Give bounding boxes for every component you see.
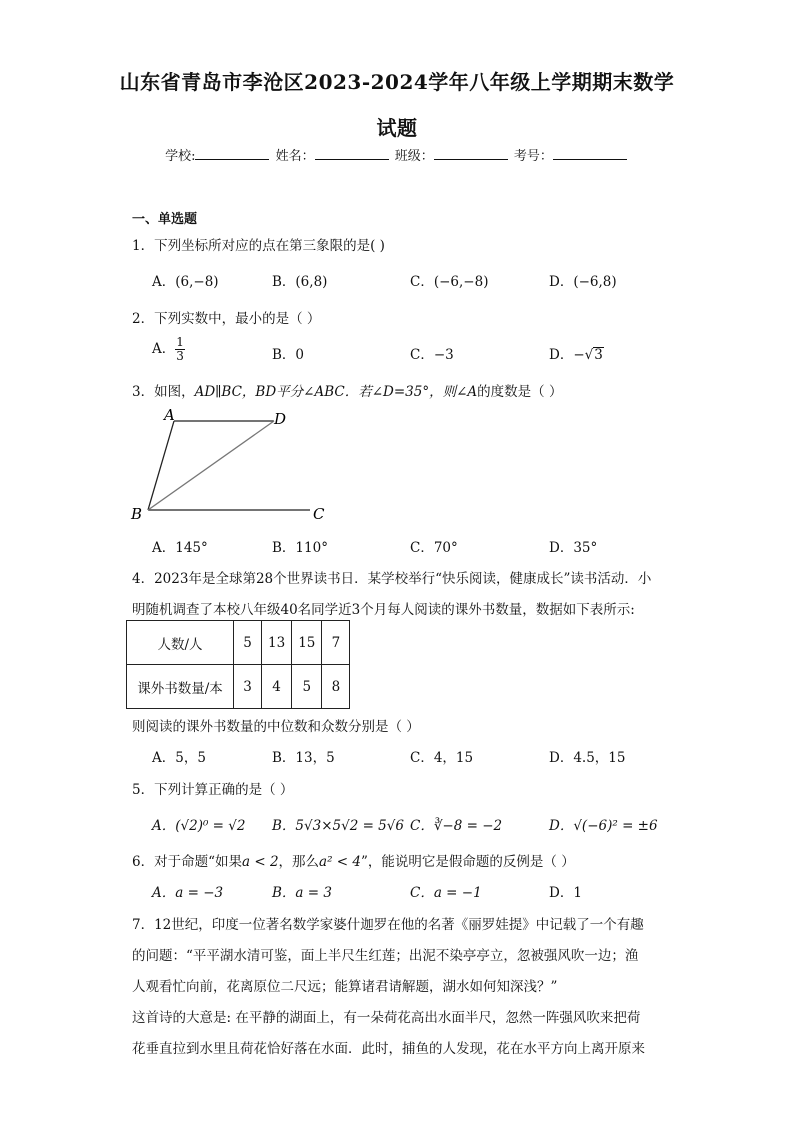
point-b-label: B <box>131 505 143 523</box>
section-heading: 一、单选题 <box>132 212 198 227</box>
q5-stem: 5．下列计算正确的是（ ） <box>132 782 294 798</box>
table-cell: 3 <box>234 665 262 709</box>
q4-stem-line2: 明随机调查了本校八年级40名同学近3个月每人阅读的课外书数量，数据如下表所示: <box>132 602 635 618</box>
exam-title-line2: 试题 <box>376 116 418 140</box>
q4-stem-line1: 4．2023年是全球第28个世界读书日．某学校举行“快乐阅读，健康成长”读书活动．小 <box>132 571 652 587</box>
q3-stem-prefix: 3．如图， <box>132 384 195 400</box>
q5-option-a[interactable]: A．(√2)⁰ = √2 <box>152 818 246 834</box>
q4-option-b[interactable]: B．13，5 <box>272 750 335 766</box>
q6-option-c[interactable]: C．a = −1 <box>410 885 482 901</box>
q6-stem-prefix: 6．对于命题“如果 <box>132 854 242 870</box>
q2-option-d-radicand: 3 <box>594 347 603 363</box>
q6-option-a[interactable]: A．a = −3 <box>152 885 224 901</box>
q2-option-d[interactable] <box>549 343 604 363</box>
q6-conclusion: a² < 4 <box>319 854 361 870</box>
table-row <box>127 621 350 665</box>
table-cell: 13 <box>262 621 292 665</box>
q3-stem-suffix: 的度数是（ ） <box>477 384 563 400</box>
q1-option-d[interactable]: D．(−6,8) <box>549 274 617 290</box>
q5-option-d[interactable]: D．√(−6)² = ±6 <box>549 818 658 834</box>
q1-stem: 1．下列坐标所对应的点在第三象限的是( ) <box>132 238 385 254</box>
exam-number-blank[interactable] <box>553 146 627 160</box>
q6-condition: a < 2 <box>242 854 279 870</box>
q1-option-b[interactable]: B．(6,8) <box>272 274 328 290</box>
q5-option-b[interactable]: B．5√3×5√2 = 5√6 <box>272 818 404 834</box>
q6-stem-suffix: ”，能说明它是假命题的反例是（ ） <box>361 854 575 870</box>
q3-option-d[interactable]: D．35° <box>549 540 598 556</box>
table-cell: 5 <box>234 621 262 665</box>
q1-option-c[interactable]: C．(−6,−8) <box>410 274 489 290</box>
segment-bd <box>148 421 274 510</box>
exam-title-line1: 山东省青岛市李沧区2023-2024学年八年级上学期期末数学 <box>119 70 675 94</box>
exam-number-label: 考号： <box>513 149 553 164</box>
class-label: 班级： <box>394 149 434 164</box>
q2-option-a-fraction <box>175 336 185 363</box>
q6-stem <box>132 850 575 870</box>
school-blank[interactable] <box>195 146 269 160</box>
fraction-denominator: 3 <box>176 349 184 363</box>
q4-data-table <box>126 620 350 709</box>
q2-option-c[interactable]: C．−3 <box>410 347 454 363</box>
table-cell: 8 <box>322 665 350 709</box>
segment-ab <box>148 421 174 510</box>
q3-option-b[interactable]: B．110° <box>272 540 328 556</box>
q7-line4: 这首诗的大意是: 在平静的湖面上，有一朵荷花高出水面半尺，忽然一阵强风吹来把荷 <box>132 1010 641 1026</box>
table-cell: 7 <box>322 621 350 665</box>
table-row-header: 人数/人 <box>127 621 234 665</box>
point-a-label: A <box>164 406 175 424</box>
q7-line1: 7．12世纪，印度一位著名数学家婆什迦罗在他的名著《丽罗娃提》中记载了一个有趣 <box>132 917 644 933</box>
q1-option-a[interactable]: A．(6,−8) <box>152 274 219 290</box>
q3-stem-math: AD∥BC，BD平分∠ABC．若∠D=35°，则∠A <box>194 384 478 400</box>
q3-option-a[interactable]: A．145° <box>152 540 208 556</box>
q5-option-c[interactable]: C．∛−8 = −2 <box>410 818 503 834</box>
name-label: 姓名： <box>275 149 315 164</box>
table-cell: 4 <box>262 665 292 709</box>
q4-option-c[interactable]: C．4，15 <box>410 750 474 766</box>
q2-option-a[interactable] <box>152 336 185 363</box>
q7-line3: 人观看忙向前，花离原位二尺远；能算诸君请解题，湖水如何知深浅？” <box>132 979 558 995</box>
q6-option-d[interactable]: D．1 <box>549 885 582 901</box>
fraction-numerator: 1 <box>176 335 184 349</box>
q3-figure <box>126 404 336 526</box>
q4-question: 则阅读的课外书数量的中位数和众数分别是（ ） <box>132 719 420 735</box>
q6-option-b[interactable]: B．a = 3 <box>272 885 332 901</box>
school-label: 学校: <box>165 149 196 164</box>
q2-stem: 2．下列实数中，最小的是（ ） <box>132 311 321 327</box>
q6-stem-middle: ，那么 <box>278 854 320 870</box>
point-d-label: D <box>274 410 287 428</box>
q7-line5: 花垂直拉到水里且荷花恰好落在水面．此时，捕鱼的人发现，花在水平方向上离开原来 <box>132 1041 645 1057</box>
table-row-header: 课外书数量/本 <box>127 665 234 709</box>
sqrt-sign-icon: √ <box>584 347 594 363</box>
q4-option-d[interactable]: D．4.5，15 <box>549 750 626 766</box>
table-cell: 15 <box>292 621 322 665</box>
name-blank[interactable] <box>315 146 389 160</box>
q7-line2: 的问题：“平平湖水清可鉴，面上半尺生红莲；出泥不染亭亭立，忽被强风吹一边；渔 <box>132 948 639 964</box>
table-cell: 5 <box>292 665 322 709</box>
q2-option-b[interactable]: B．0 <box>272 347 305 363</box>
q3-stem <box>132 380 562 400</box>
q4-option-a[interactable]: A．5，5 <box>152 750 206 766</box>
point-c-label: C <box>313 505 325 523</box>
class-blank[interactable] <box>434 146 508 160</box>
student-info-row <box>0 145 794 164</box>
q3-option-c[interactable]: C．70° <box>410 540 458 556</box>
q2-option-d-label: D．− <box>549 347 585 363</box>
table-row <box>127 665 350 709</box>
q2-option-a-label: A． <box>152 341 176 357</box>
